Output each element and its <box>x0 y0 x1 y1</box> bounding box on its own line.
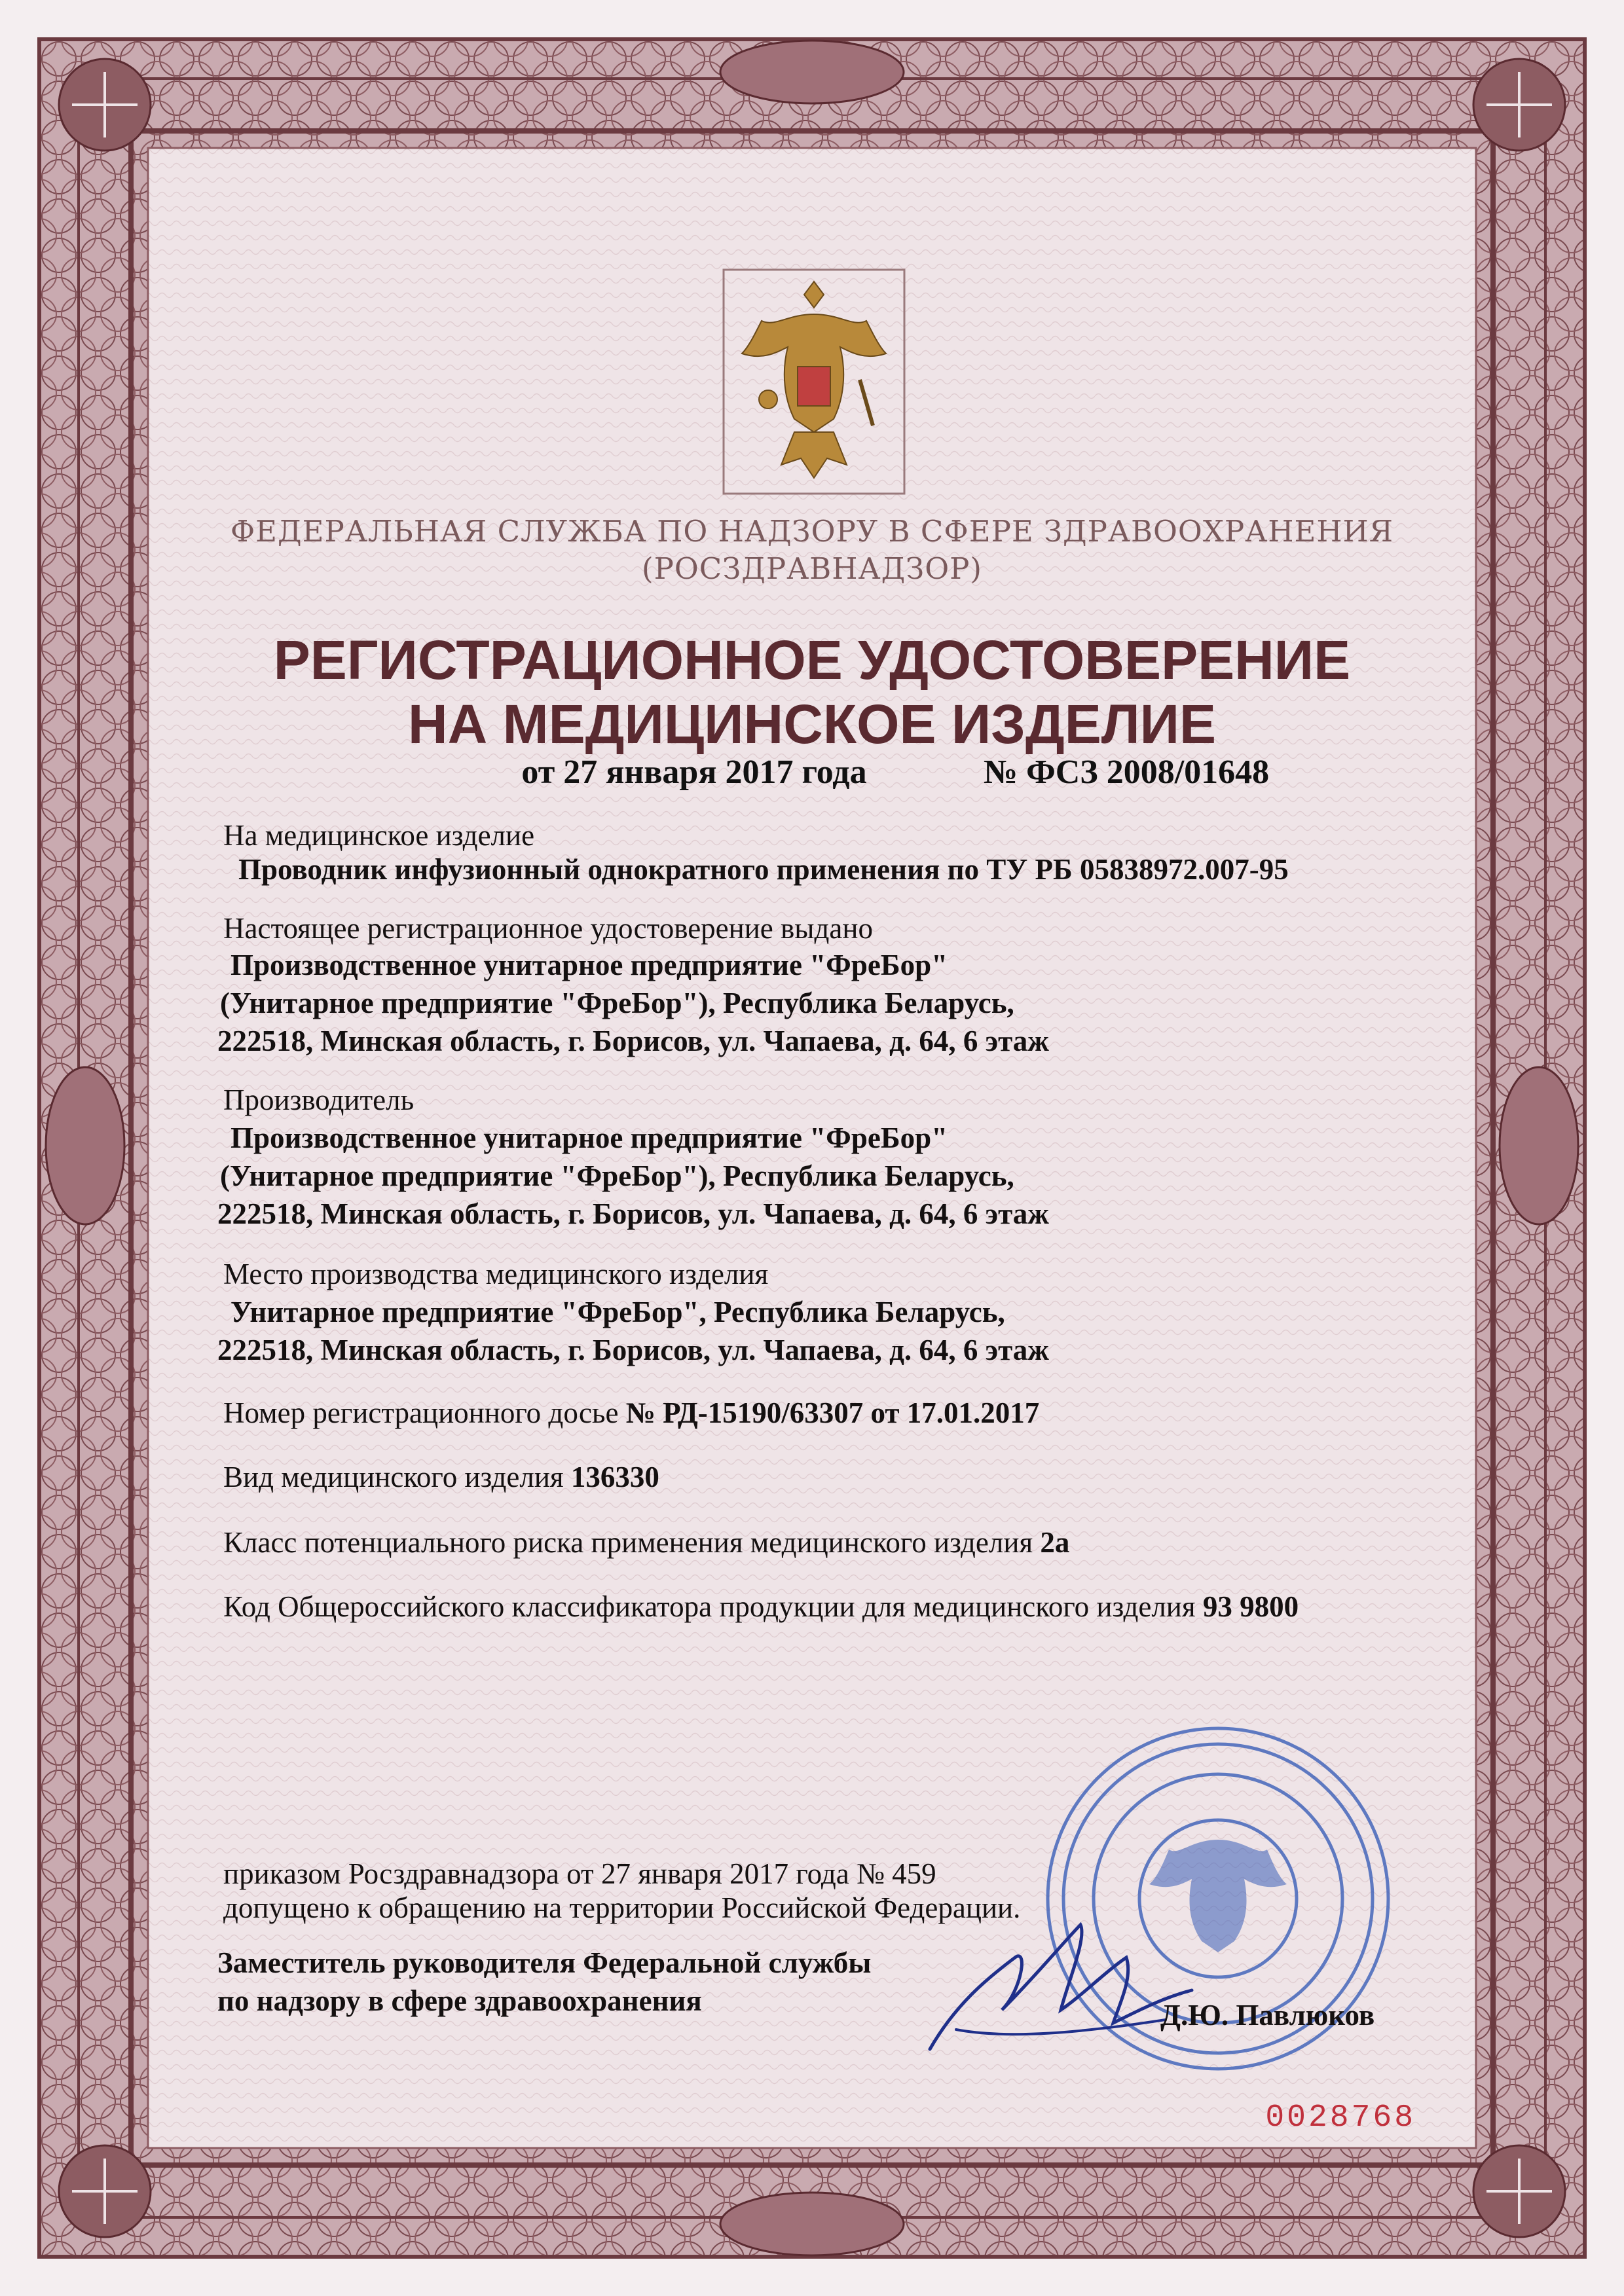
okp-code-row <box>223 1590 1299 1624</box>
okp-code-label: Код Общероссийского классификатора продукции для медицинского изделия <box>223 1590 1196 1623</box>
device-name: Проводник инфузионный однократного применения по ТУ РБ 05838972.007-95 <box>238 853 1289 886</box>
document-title: РЕГИСТРАЦИОННОЕ УДОСТОВЕРЕНИЕ <box>273 629 1351 691</box>
order-line: приказом Росздравнадзора от 27 января 2017 года № 459 <box>223 1857 936 1890</box>
production-place-line: Унитарное предприятие "ФреБор", Республика Беларусь, <box>231 1296 1005 1328</box>
issued-to-line: (Унитарное предприятие "ФреБор"), Республика Беларусь, <box>220 987 1014 1019</box>
risk-class-value: 2а <box>1040 1526 1070 1559</box>
dossier-value: № РД-15190/63307 от 17.01.2017 <box>625 1396 1040 1429</box>
risk-class-row <box>223 1525 1069 1559</box>
production-place-line: 222518, Минская область, г. Борисов, ул. Чапаева, д. 64, 6 этаж <box>217 1334 1049 1366</box>
manufacturer-line: Производственное унитарное предприятие "ФреБор" <box>231 1121 948 1154</box>
kind-label: Вид медицинского изделия <box>223 1461 564 1493</box>
manufacturer-line: 222518, Минская область, г. Борисов, ул. Чапаева, д. 64, 6 этаж <box>217 1197 1049 1230</box>
serial-number: 0028768 <box>1265 2100 1416 2136</box>
signatory-position: по надзору в сфере здравоохранения <box>217 1984 702 2017</box>
okp-code-value: 93 9800 <box>1202 1590 1299 1623</box>
kind-value: 136330 <box>570 1461 659 1493</box>
document-subtitle: НА МЕДИЦИНСКОЕ ИЗДЕЛИЕ <box>407 693 1217 755</box>
issued-to-line: 222518, Минская область, г. Борисов, ул. Чапаева, д. 64, 6 этаж <box>217 1025 1049 1057</box>
order-line: допущено к обращению на территории Российской Федерации. <box>223 1891 1021 1924</box>
coat-of-arms-icon <box>722 268 906 495</box>
issued-to-line: Производственное унитарное предприятие "ФреБор" <box>231 949 948 981</box>
dossier-label: Номер регистрационного досье <box>223 1396 619 1429</box>
manufacturer-label: Производитель <box>223 1084 415 1116</box>
certificate-number: № ФСЗ 2008/01648 <box>983 754 1270 791</box>
kind-row <box>223 1460 659 1494</box>
issue-date: от 27 января 2017 года <box>521 754 867 791</box>
agency-abbreviation: (РОСЗДРАВНАДЗОР) <box>642 551 982 586</box>
signatory-position: Заместитель руководителя Федеральной службы <box>217 1946 872 1979</box>
device-label: На медицинское изделие <box>223 819 535 852</box>
production-place-label: Место производства медицинского изделия <box>223 1258 769 1290</box>
manufacturer-line: (Унитарное предприятие "ФреБор"), Республика Беларусь, <box>220 1159 1014 1192</box>
signatory-name: Д.Ю. Павлюков <box>1160 1999 1375 2032</box>
risk-class-label: Класс потенциального риска применения медицинского изделия <box>223 1526 1033 1559</box>
signature-icon <box>917 1899 1205 2069</box>
issued-to-label: Настоящее регистрационное удостоверение выдано <box>223 912 873 945</box>
dossier-row <box>223 1396 1039 1430</box>
agency-name: ФЕДЕРАЛЬНАЯ СЛУЖБА ПО НАДЗОРУ В СФЕРЕ ЗДРАВООХРАНЕНИЯ <box>230 514 1394 549</box>
